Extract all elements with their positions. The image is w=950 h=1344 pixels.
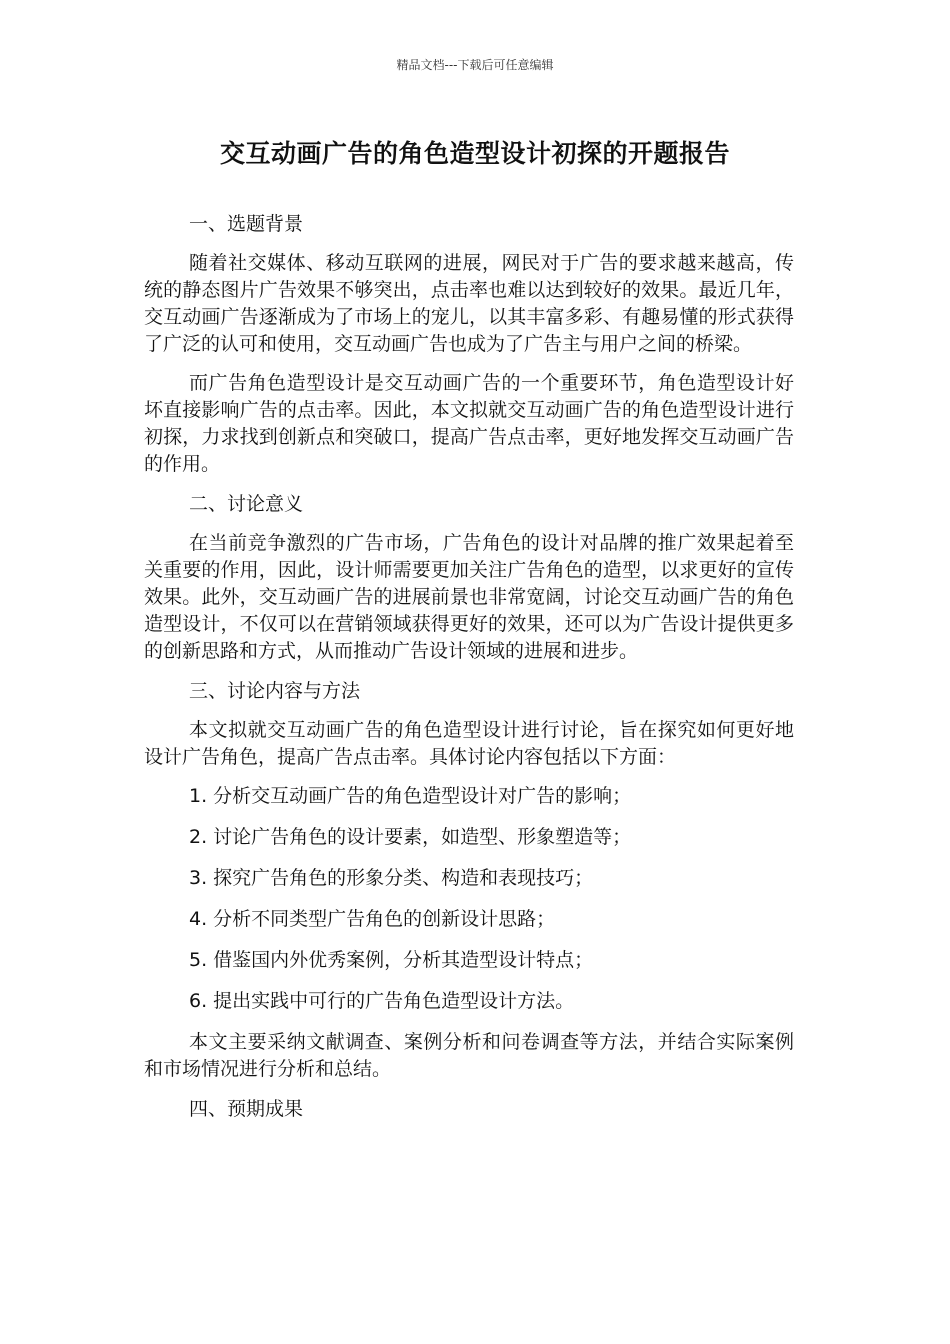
list-item: 3. 探究广告角色的形象分类、构造和表现技巧； (189, 867, 594, 889)
paragraph: 本文主要采纳文献调查、案例分析和问卷调查等方法，并结合实际案例和市场情况进行分析和总结。 (144, 1031, 794, 1080)
document-title: 交互动画广告的角色造型设计初探的开题报告 (219, 139, 730, 168)
document-body (144, 210, 794, 1135)
paragraph: 在当前竞争激烈的广告市场，广告角色的设计对品牌的推广效果起着至关重要的作用，因此，设计师需要更加关注广告角色的造型，以求更好的宣传效果。此外，交互动画广告的进展前景也非常宽阔，讨论交互动画广告的角色造型设计，不仅可以在营销领域获得更好的效果，还可以为广告设计提供更多的创新思路和方式，从而推动广告设计领域的进展和进步。 (144, 532, 794, 662)
header-note: 精品文档---下载后可任意编辑 (396, 58, 554, 72)
list-item: 6. 提出实践中可行的广告角色造型设计方法。 (189, 990, 575, 1012)
list-item: 4. 分析不同类型广告角色的创新设计思路； (189, 908, 556, 930)
section-heading-4: 四、预期成果 (189, 1098, 304, 1120)
paragraph: 本文拟就交互动画广告的角色造型设计进行讨论，旨在探究如何更好地设计广告角色，提高广告点击率。具体讨论内容包括以下方面： (144, 719, 794, 768)
paragraph: 随着社交媒体、移动互联网的进展，网民对于广告的要求越来越高，传统的静态图片广告效果不够突出，点击率也难以达到较好的效果。最近几年，交互动画广告逐渐成为了市场上的宠儿，以其丰富多彩、有趣易懂的形式获得了广泛的认可和使用，交互动画广告也成为了广告主与用户之间的桥梁。 (144, 252, 794, 355)
section-heading-2: 二、讨论意义 (189, 493, 304, 515)
paragraph: 而广告角色造型设计是交互动画广告的一个重要环节，角色造型设计好坏直接影响广告的点击率。因此，本文拟就交互动画广告的角色造型设计进行初探，力求找到创新点和突破口，提高广告点击率，更好地发挥交互动画广告的作用。 (144, 372, 794, 475)
list-item: 5. 借鉴国内外优秀案例，分析其造型设计特点； (189, 949, 594, 971)
section-heading-1: 一、选题背景 (189, 213, 304, 235)
list-item: 2. 讨论广告角色的设计要素，如造型、形象塑造等； (189, 826, 632, 848)
list-item: 1. 分析交互动画广告的角色造型设计对广告的影响； (189, 785, 632, 807)
section-heading-3: 三、讨论内容与方法 (189, 680, 361, 702)
